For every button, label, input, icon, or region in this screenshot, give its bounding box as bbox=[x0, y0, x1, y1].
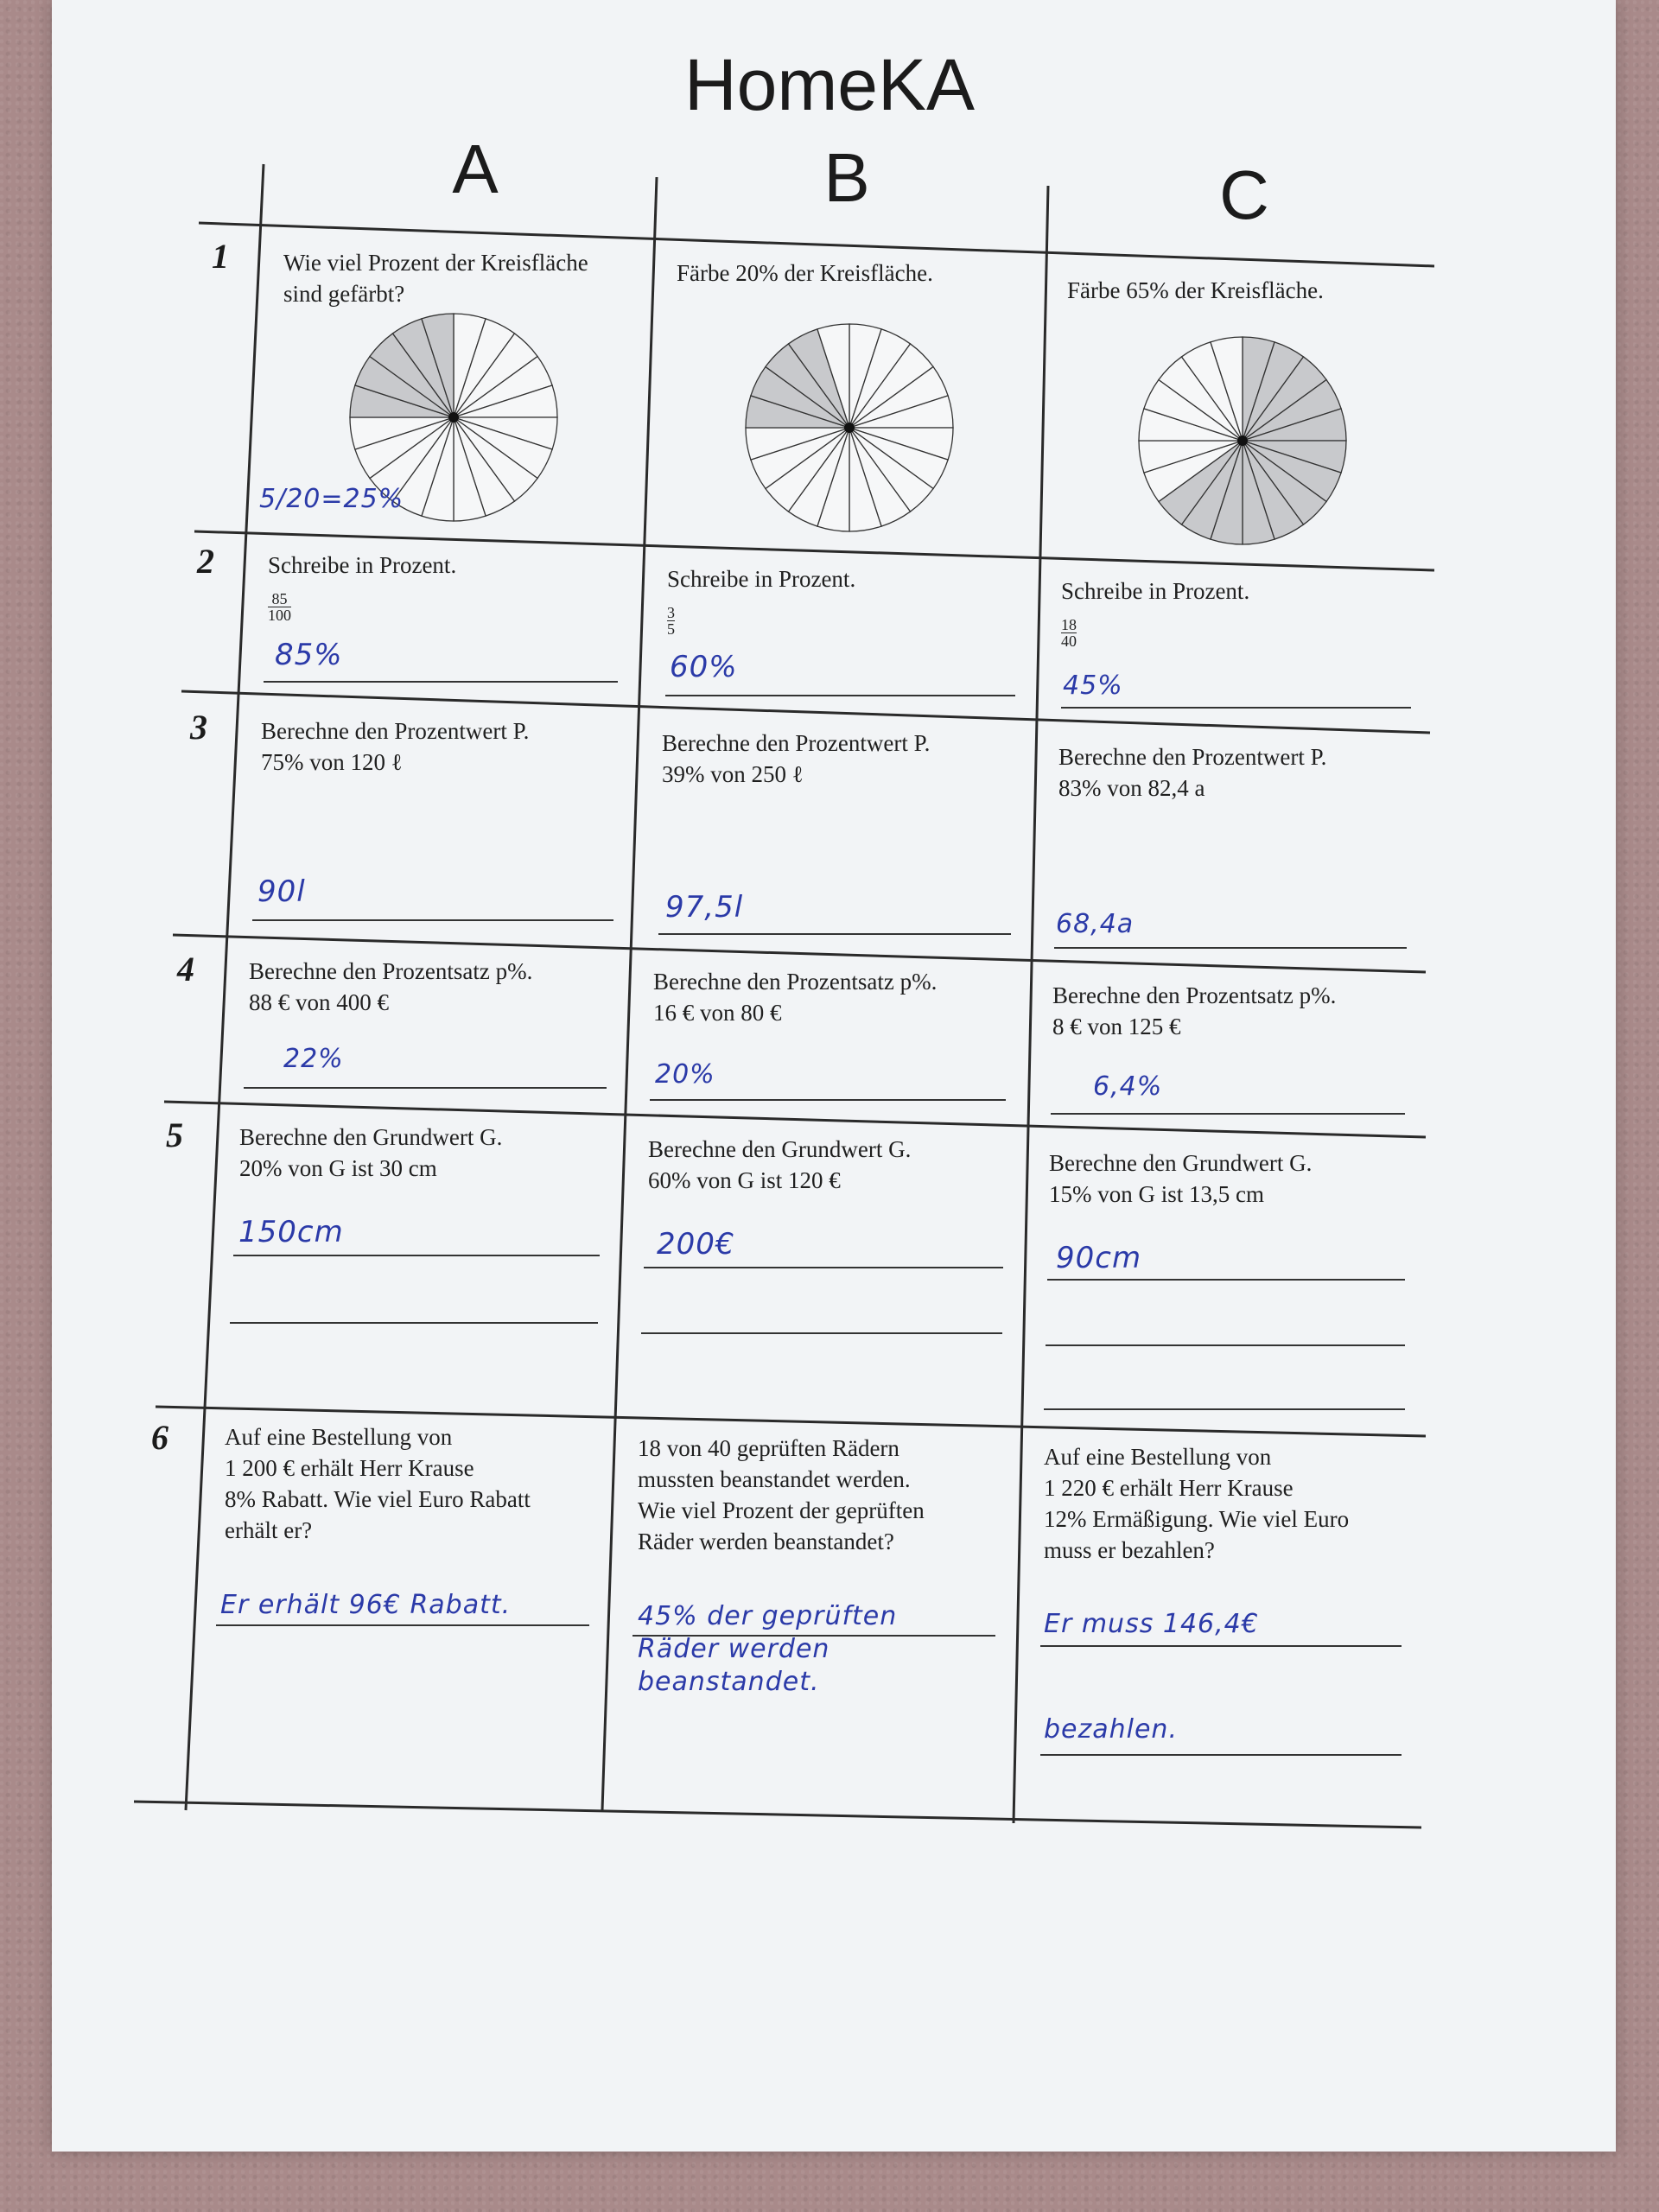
column-header-b: B bbox=[823, 139, 870, 216]
answer-line bbox=[1046, 1344, 1405, 1346]
row-number-3: 3 bbox=[190, 708, 207, 747]
answer-2a: 85% bbox=[275, 638, 343, 672]
answer-line bbox=[1047, 1279, 1405, 1281]
answer-2c: 45% bbox=[1063, 671, 1123, 701]
answer-3c: 68,4a bbox=[1056, 909, 1135, 939]
row-number-4: 4 bbox=[177, 950, 194, 988]
task-5b-text: Berechne den Grundwert G. 60% von G ist 120 € bbox=[648, 1136, 912, 1193]
answer-5b: 200€ bbox=[657, 1227, 735, 1262]
task-2a-text: Schreibe in Prozent. $\frac{85}{100}$ bbox=[268, 552, 457, 624]
answer-6c-line2: bezahlen. bbox=[1044, 1714, 1178, 1745]
answer-1a: 5/20=25% bbox=[259, 484, 404, 514]
answer-line bbox=[650, 1099, 1006, 1101]
pie-chart-1b bbox=[741, 320, 957, 536]
task-5a-text: Berechne den Grundwert G. 20% von G ist 30 cm bbox=[239, 1124, 503, 1181]
row-number-6: 6 bbox=[151, 1418, 168, 1457]
task-2b-text: Schreibe in Prozent. $\frac{3}{5}$ bbox=[667, 566, 856, 638]
answer-6c-line1: Er muss 146,4€ bbox=[1044, 1609, 1259, 1639]
task-1c-text: Färbe 65% der Kreisfläche. bbox=[1067, 277, 1324, 303]
answer-6b: 45% der geprüften Räder werden beanstandet. bbox=[638, 1601, 898, 1697]
pie-center-dot bbox=[448, 412, 459, 423]
task-2c-text: Schreibe in Prozent. $\frac{18}{40}$ bbox=[1061, 578, 1250, 650]
answer-line bbox=[1040, 1754, 1402, 1756]
pie-center-dot bbox=[1237, 435, 1248, 446]
pie-center-dot bbox=[844, 423, 855, 433]
row-number-2: 2 bbox=[197, 542, 214, 581]
task-6a-text: Auf eine Bestellung von 1 200 € erhält Herr Krause 8% Rabatt. Wie viel Euro Rabatt erhält er? bbox=[225, 1424, 531, 1543]
answer-line bbox=[658, 933, 1011, 935]
answer-line bbox=[665, 695, 1015, 696]
answer-5a: 150cm bbox=[238, 1215, 344, 1249]
task-4c-text: Berechne den Prozentsatz p%. 8 € von 125 € bbox=[1052, 982, 1337, 1039]
task-4b-text: Berechne den Prozentsatz p%. 16 € von 80 € bbox=[653, 969, 938, 1026]
task-6c-text: Auf eine Bestellung von 1 220 € erhält Herr Krause 12% Ermäßigung. Wie viel Euro muss er bezahlen? bbox=[1044, 1444, 1350, 1563]
answer-line bbox=[233, 1255, 600, 1256]
task-4a-text: Berechne den Prozentsatz p%. 88 € von 400 € bbox=[249, 958, 533, 1015]
column-header-c: C bbox=[1219, 156, 1269, 233]
row-number-5: 5 bbox=[166, 1116, 183, 1154]
task-3b-text: Berechne den Prozentwert P. 39% von 250 ℓ bbox=[662, 730, 931, 787]
fraction-2a: $\frac{85}{100}$ bbox=[268, 590, 291, 624]
answer-line bbox=[644, 1267, 1003, 1268]
answer-4c: 6,4% bbox=[1093, 1071, 1163, 1102]
answer-3a: 90l bbox=[257, 874, 306, 909]
answer-4b: 20% bbox=[655, 1059, 715, 1090]
worksheet-title: HomeKA bbox=[683, 44, 976, 125]
answer-line bbox=[1051, 1113, 1405, 1115]
answer-6a: Er erhält 96€ Rabatt. bbox=[220, 1590, 512, 1620]
answer-line bbox=[1054, 947, 1407, 949]
answer-line bbox=[264, 681, 618, 683]
answer-line bbox=[216, 1624, 589, 1626]
row-number-1: 1 bbox=[212, 237, 229, 276]
fraction-2b: $\frac{3}{5}$ bbox=[667, 604, 675, 638]
task-6b-text: 18 von 40 geprüften Rädern mussten beanstandet werden. Wie viel Prozent der geprüften Räder werden beanstandet? bbox=[638, 1435, 925, 1554]
task-3c-text: Berechne den Prozentwert P. 83% von 82,4 a bbox=[1058, 744, 1327, 801]
column-header-a: A bbox=[452, 130, 499, 207]
answer-line bbox=[1044, 1408, 1405, 1410]
task-5c-text: Berechne den Grundwert G. 15% von G ist 13,5 cm bbox=[1049, 1150, 1313, 1207]
fraction-2c: $\frac{18}{40}$ bbox=[1061, 616, 1077, 650]
answer-line bbox=[1061, 707, 1411, 709]
answer-line bbox=[230, 1322, 598, 1324]
answer-line bbox=[632, 1635, 995, 1637]
answer-line bbox=[252, 919, 613, 921]
pie-chart-1c bbox=[1135, 333, 1351, 549]
answer-3b: 97,5l bbox=[665, 890, 744, 925]
answer-line bbox=[641, 1332, 1002, 1334]
answer-2b: 60% bbox=[670, 650, 738, 684]
answer-line bbox=[244, 1087, 607, 1089]
task-3a-text: Berechne den Prozentwert P. 75% von 120 ℓ bbox=[261, 718, 530, 775]
answer-5c: 90cm bbox=[1056, 1241, 1142, 1275]
task-1b-text: Färbe 20% der Kreisfläche. bbox=[677, 260, 933, 286]
answer-4a: 22% bbox=[283, 1044, 344, 1074]
task-1a-text: Wie viel Prozent der Kreisfläche sind gefärbt? bbox=[283, 250, 588, 307]
answer-line bbox=[1040, 1645, 1402, 1647]
